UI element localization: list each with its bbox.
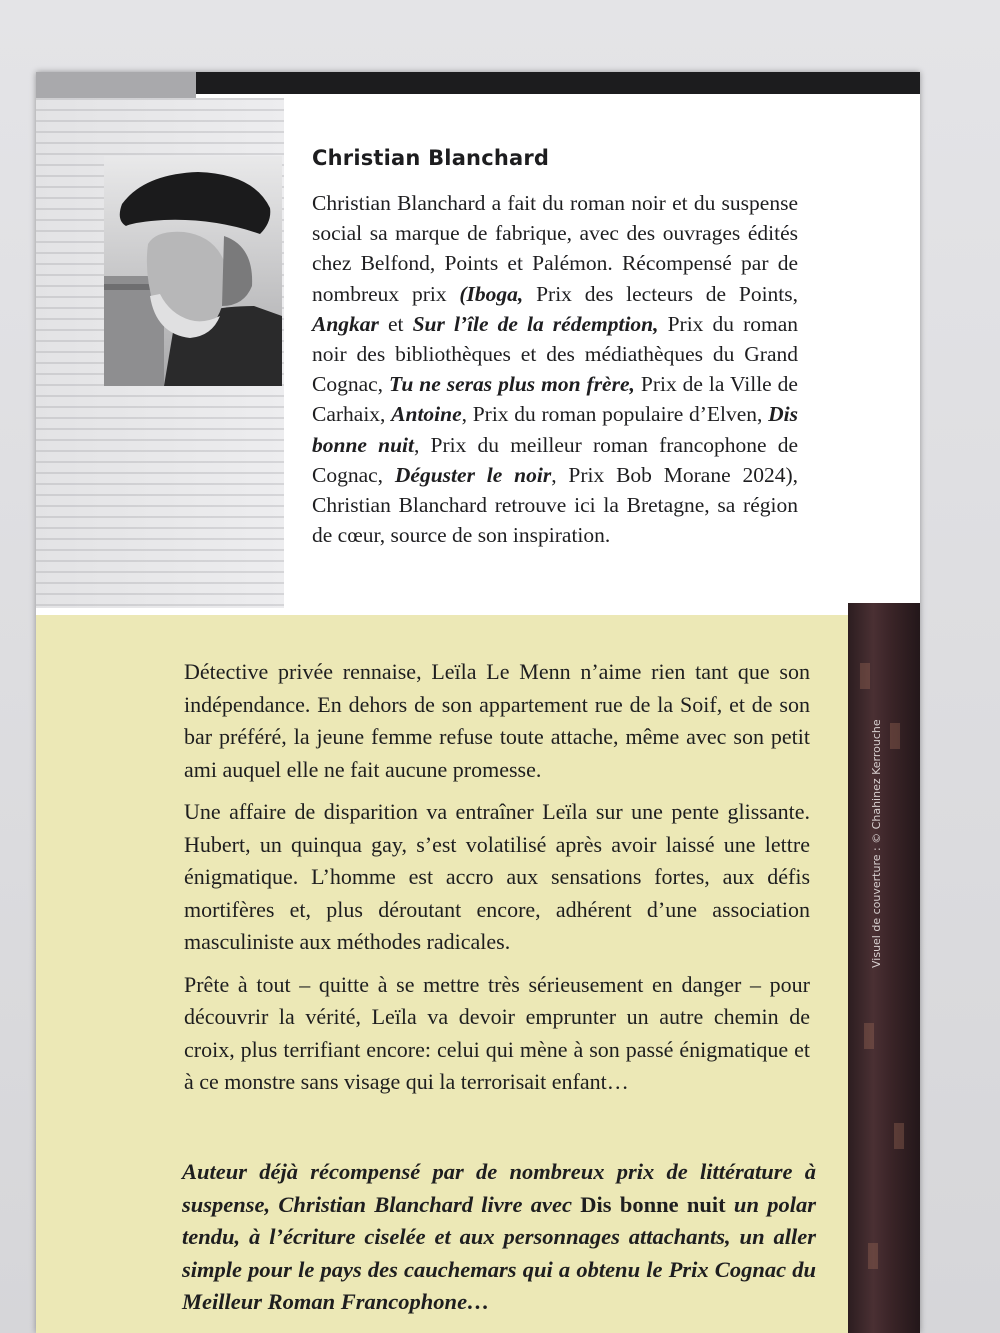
spine-window xyxy=(864,1023,874,1049)
synopsis-text xyxy=(184,656,810,1109)
top-band-gray xyxy=(36,72,196,98)
top-band-black xyxy=(196,72,920,94)
spine-window xyxy=(890,723,900,749)
synopsis-paragraph: Prête à tout – quitte à se mettre très sérieusement en danger – pour découvrir la vérité, Leïla va devoir emprunter un autre chemin de croix, plus terrifiant encore: celui qui mène à son passé énigmatique et à ce monstre sans visage qui la terrorisait enfant… xyxy=(184,971,810,1094)
book-title: Dis bonne nuit xyxy=(580,1191,726,1217)
author-photo xyxy=(104,156,282,386)
spine-window xyxy=(868,1243,878,1269)
cover-credit: Visuel de couverture : © Chahinez Kerrouche xyxy=(870,719,883,968)
promo-blurb: Auteur déjà récompensé par de nombreux prix de littérature à suspense, Christian Blanchard livre avec Dis bonne nuit un polar tendu, à l’écriture ciselée et aux personnages attachants, un aller simple pour le pays des cauchemars qui a obtenu le Prix Cognac du Meilleur Roman Francophone… xyxy=(182,1159,816,1314)
author-bio: Christian Blanchard a fait du roman noir et du suspense social sa marque de fabrique, avec des ouvrages édités chez Belfond, Points et Palémon. Récompensé par de nombreux prix (Iboga, Prix des lecteurs de Points, Angkar et Sur l’île de la rédemption, Prix du roman noir des bibliothèques et des médiathèques du Grand Cognac, Tu ne seras plus mon frère, Prix de la Ville de Carhaix, Antoine, Prix du roman populaire d’Elven, Dis bonne nuit, Prix du meilleur roman francophone de Cognac, Déguster le noir, Prix Bob Morane 2024), Christian Blanchard retrouve ici la Bretagne, sa région de cœur, source de son inspiration. xyxy=(312,191,799,548)
book-back-cover xyxy=(36,72,920,1333)
author-name-heading: Christian Blanchard xyxy=(312,146,550,170)
spine-window xyxy=(894,1123,904,1149)
synopsis-paragraph: Une affaire de disparition va entraîner Leïla sur une pente glissante. Hubert, un quinqua gay, s’est volatilisé après avoir laissé une lettre énigmatique. L’homme est accro aux sensations fortes, aux défis mortifères et, plus déroutant encore, adhérent d’une association masculiniste aux méthodes radicales. xyxy=(184,799,810,954)
synopsis-paragraph: Détective privée rennaise, Leïla Le Menn n’aime rien tant que son indépendance. En dehors de son appartement rue de la Soif, et de son bar préféré, la jeune femme refuse toute attache, même avec son petit ami auquel elle ne fait aucune promesse. xyxy=(184,659,810,782)
